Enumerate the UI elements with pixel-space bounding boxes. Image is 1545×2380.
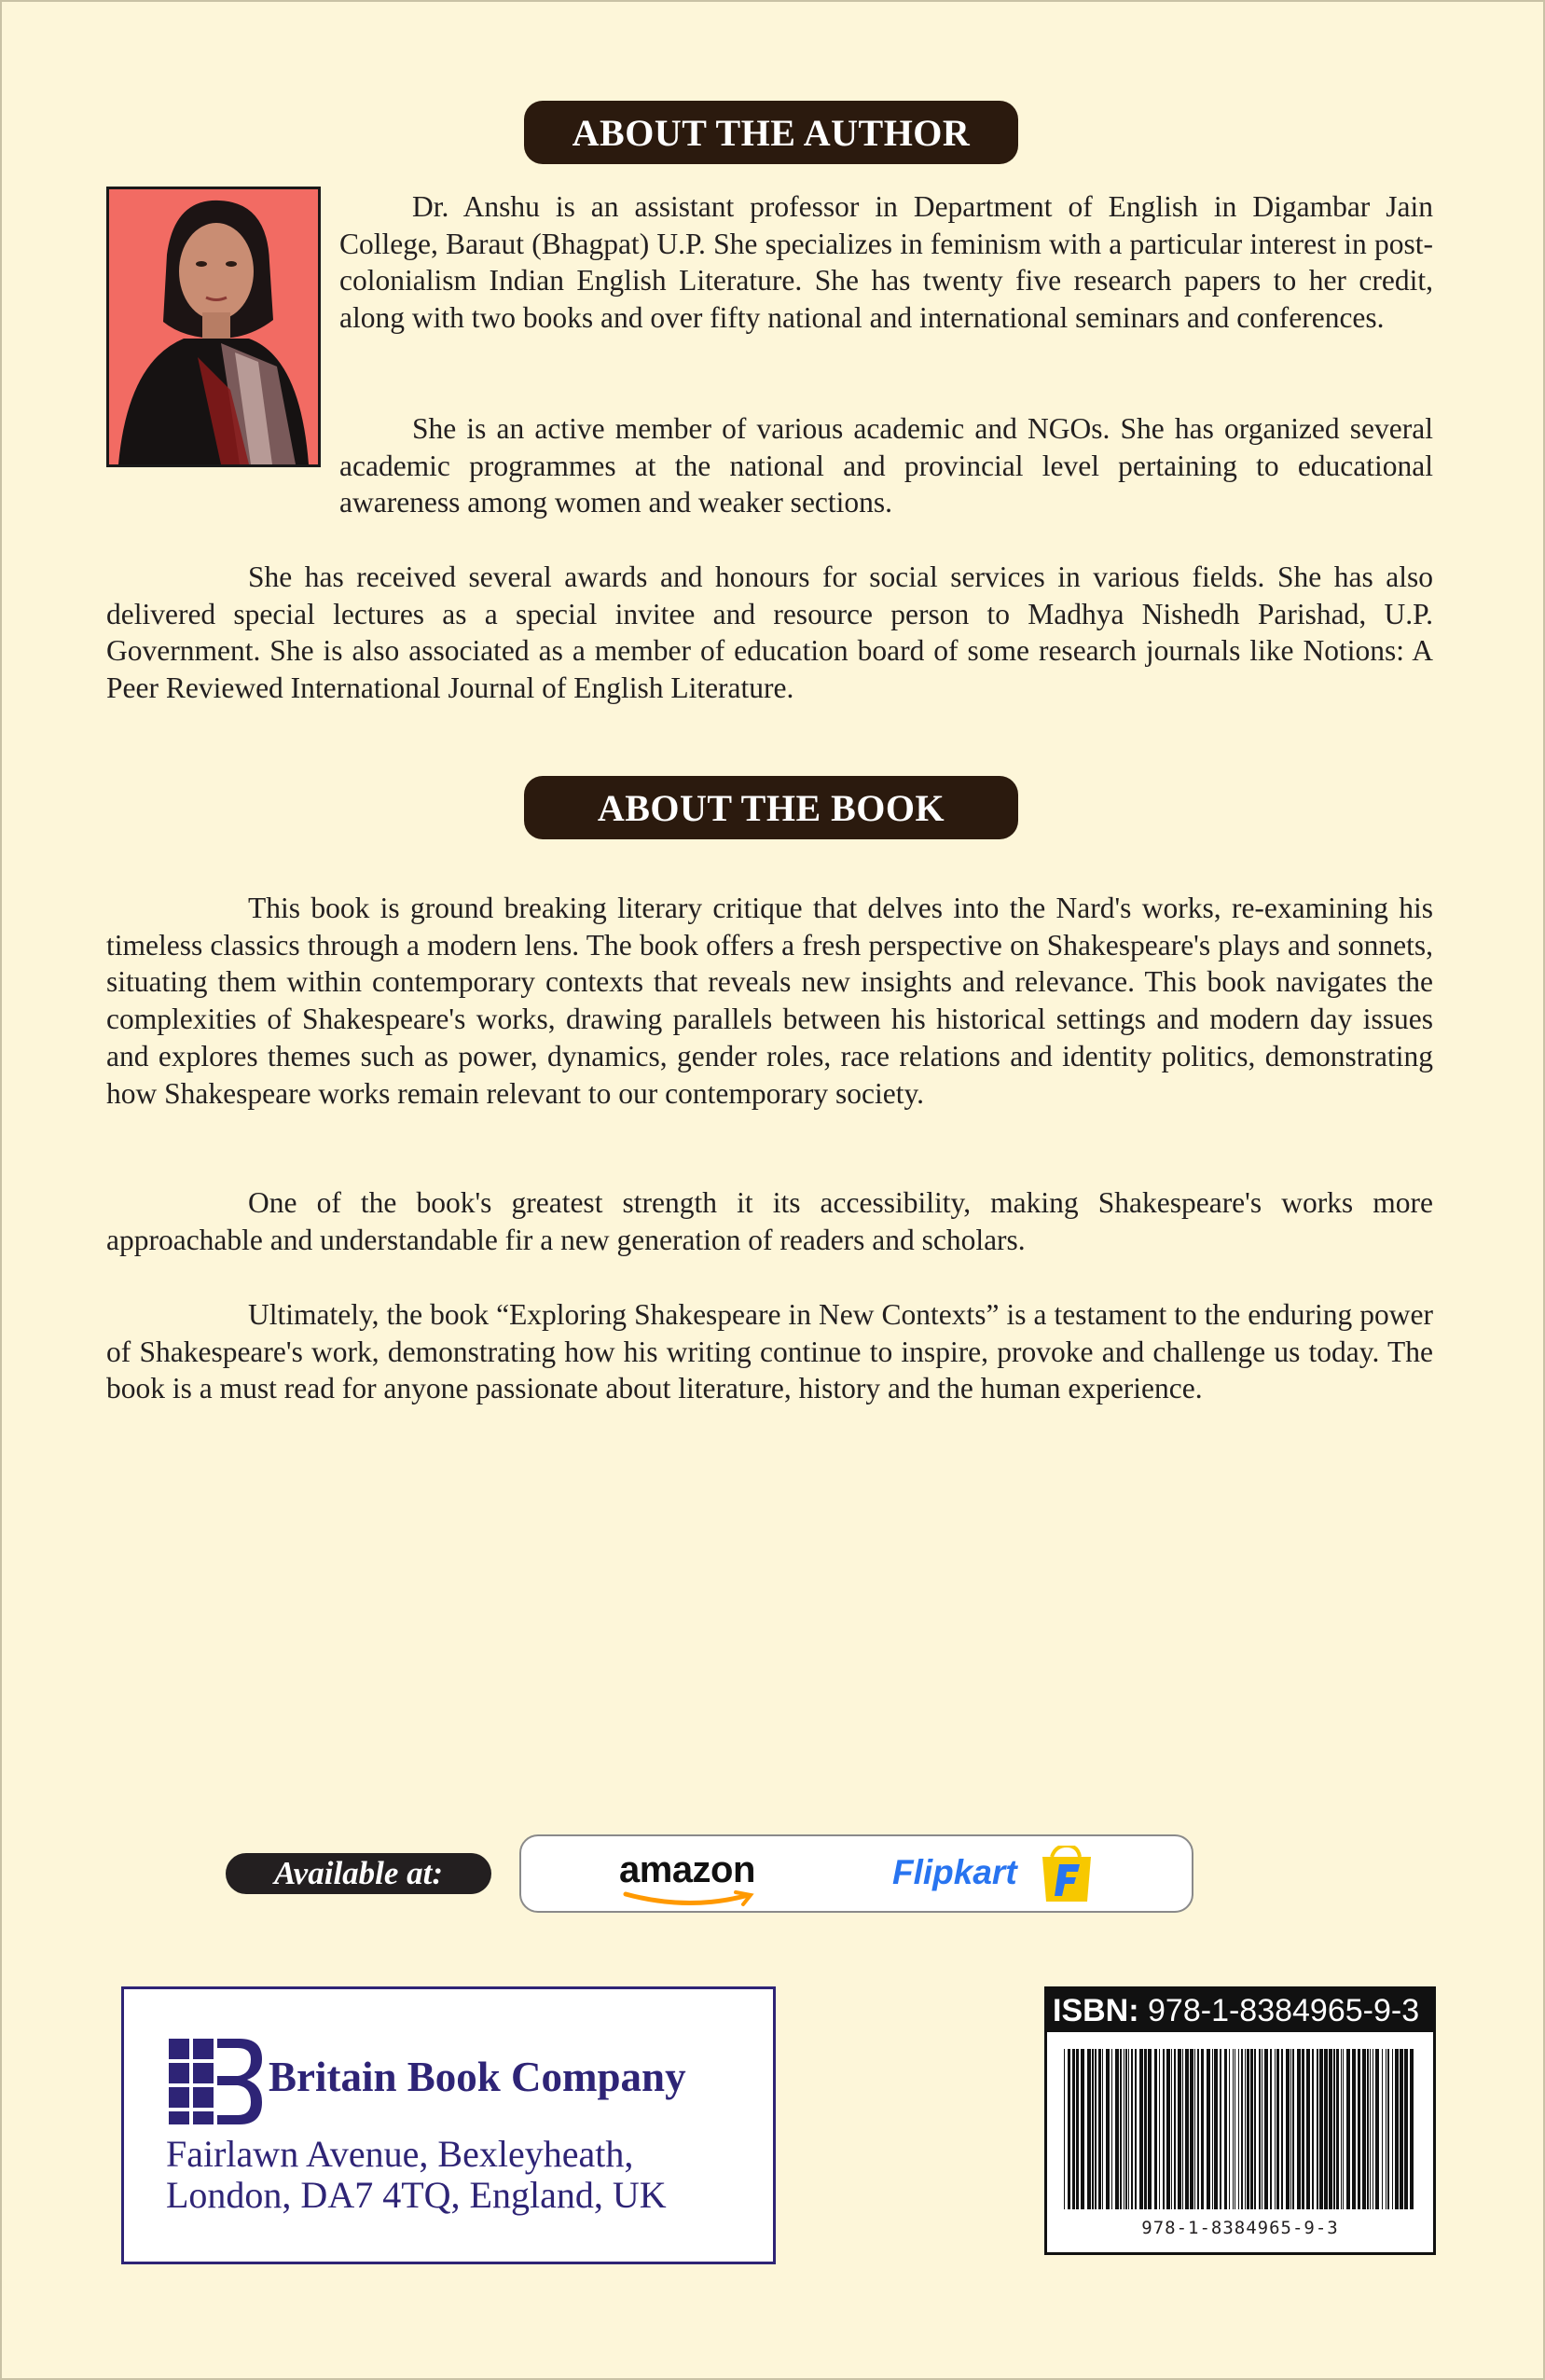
barcode-bar <box>1115 2049 1119 2209</box>
barcode-bar <box>1333 2049 1335 2209</box>
barcode-bar <box>1068 2049 1070 2209</box>
barcode-icon <box>1060 2049 1420 2215</box>
barcode-bar <box>1163 2049 1165 2209</box>
barcode-bar <box>1297 2049 1301 2209</box>
publisher-address-line1: Fairlawn Avenue, Bexleyheath, <box>166 2133 634 2175</box>
barcode-bar <box>1259 2049 1261 2209</box>
barcode-bar <box>1106 2049 1110 2209</box>
barcode-bar <box>1275 2049 1276 2209</box>
barcode-bar <box>1139 2049 1143 2209</box>
barcode-bar <box>1201 2049 1204 2209</box>
barcode-bar <box>1387 2049 1389 2209</box>
book-paragraph-2: One of the book's greatest strength it its accessibility, making Shakespeare's works more approachable and understandable fir a new generation of readers and scholars. <box>106 1186 1433 1256</box>
barcode-bar <box>1214 2049 1218 2209</box>
barcode-bar <box>1098 2049 1101 2209</box>
isbn-label: ISBN: <box>1053 1993 1139 2028</box>
store-logos-box <box>519 1834 1193 1913</box>
barcode-bar <box>1410 2049 1414 2209</box>
barcode-bar <box>1264 2049 1268 2209</box>
barcode-bar <box>1120 2049 1122 2209</box>
barcode-bar <box>1064 2049 1065 2209</box>
barcode-bar <box>1178 2049 1181 2209</box>
author-photo <box>106 187 321 467</box>
barcode-bar <box>1329 2049 1332 2209</box>
barcode-bar <box>1352 2049 1356 2209</box>
barcode-bar <box>1102 2049 1103 2209</box>
barcode-bar <box>1081 2049 1084 2209</box>
amazon-smile-icon <box>622 1890 762 1907</box>
barcode-bar <box>1135 2049 1137 2209</box>
author-paragraph-2: She is an active member of various academic and NGOs. She has organized several academic programmes at the national and provincial level pertaining to educational awareness among women and weaker sections. <box>339 412 1433 519</box>
barcode-bar <box>1144 2049 1147 2209</box>
barcode-bar <box>1182 2049 1183 2209</box>
barcode-bar <box>1392 2049 1393 2209</box>
barcode-bar <box>1250 2049 1253 2209</box>
barcode-bar <box>1076 2049 1079 2209</box>
isbn-number: 978-1-8384965-9-3 <box>1148 1993 1420 2028</box>
barcode-bar <box>1166 2049 1170 2209</box>
barcode-bar <box>1229 2049 1230 2209</box>
barcode-bar <box>1292 2049 1294 2209</box>
barcode-bar <box>1190 2049 1193 2209</box>
barcode-bar <box>1245 2049 1246 2209</box>
barcode-number: 978-1-8384965-9-3 <box>1141 2218 1339 2238</box>
barcode-bar <box>1382 2049 1383 2209</box>
publisher-logo-icon <box>165 2031 268 2134</box>
barcode-bar <box>1367 2049 1369 2209</box>
author-paragraph-1: Dr. Anshu is an assistant professor in Department of English in Digambar Jain College, Baraut (Bhagpat) U.P. She specializes in feminism with a particular interest in post-colonialism Indian English Literature. She has twenty five research papers to her credit, along with two books and over fifty national and international seminars and conferences. <box>339 190 1433 335</box>
barcode-bar <box>1159 2049 1160 2209</box>
barcode-bar <box>1194 2049 1195 2209</box>
barcode-bar <box>1290 2049 1291 2209</box>
barcode-bar <box>1375 2049 1379 2209</box>
barcode-bar <box>1395 2049 1399 2209</box>
barcode-bar <box>1324 2049 1328 2209</box>
barcode-bar <box>1087 2049 1091 2209</box>
barcode-bar <box>1370 2049 1371 2209</box>
author-paragraph-3: She has received several awards and honours for social services in various fields. She has also delivered special lectures as a special invitee and resource person to Madhya Nishedh Parishad, U.P. Government. She is also associated as a member of education board of some research journals like Notions: A Peer Reviewed International Journal of English Literature. <box>106 560 1433 705</box>
barcode-bar <box>1270 2049 1272 2209</box>
barcode-bar <box>1154 2049 1157 2209</box>
barcode-bar <box>1336 2049 1339 2209</box>
barcode-bar <box>1131 2049 1133 2209</box>
barcode-bar <box>1185 2049 1189 2209</box>
flipkart-bag-icon <box>1039 1846 1097 1903</box>
barcode-bar <box>1302 2049 1304 2209</box>
barcode-bar <box>1148 2049 1152 2209</box>
barcode-bar <box>1092 2049 1094 2209</box>
barcode-bar <box>1362 2049 1366 2209</box>
about-book-heading: ABOUT THE BOOK <box>524 776 1018 839</box>
barcode-bar <box>1207 2049 1210 2209</box>
barcode-bar <box>1286 2049 1290 2209</box>
barcode-bar <box>1404 2049 1408 2209</box>
barcode-bar <box>1224 2049 1227 2209</box>
barcode-bar <box>1197 2049 1199 2209</box>
barcode-bar <box>1400 2049 1403 2209</box>
isbn-barcode-box <box>1044 1986 1436 2255</box>
book-paragraph-3: Ultimately, the book “Exploring Shakespeare in New Contexts” is a testament to the enduring power of Shakespeare's work, demonstrating how his writing continue to inspire, provoke and challenge us today. The book is a must read for anyone passionate about literature, history and the human experience. <box>106 1298 1433 1405</box>
publisher-box <box>121 1986 776 2264</box>
barcode-bar <box>1174 2049 1176 2209</box>
barcode-bar <box>1306 2049 1310 2209</box>
barcode-bar <box>1111 2049 1112 2209</box>
isbn-strip <box>1047 1989 1433 2032</box>
barcode-bar <box>1312 2049 1314 2209</box>
barcode-bar <box>1095 2049 1097 2209</box>
barcode-bar <box>1346 2049 1350 2209</box>
barcode-bar <box>1072 2049 1075 2209</box>
barcode-bar <box>1128 2049 1129 2209</box>
publisher-address-line2: London, DA7 4TQ, England, UK <box>166 2174 667 2216</box>
barcode-bar <box>1238 2049 1239 2209</box>
barcode-bar <box>1343 2049 1344 2209</box>
flipkart-logo[interactable]: Flipkart <box>892 1853 1017 1891</box>
barcode-bar <box>1233 2049 1234 2209</box>
barcode-bar <box>1220 2049 1221 2209</box>
publisher-name: Britain Book Company <box>269 2054 686 2100</box>
barcode-bar <box>1171 2049 1172 2209</box>
barcode-bar <box>1247 2049 1249 2209</box>
book-paragraph-1: This book is ground breaking literary critique that delves into the Nard's works, re-examining his timeless classics through a modern lens. The book offers a fresh perspective on Shakespeare's plays and sonnets, situating them within contemporary contexts that reveals new insights and relevance. This book navigates the complexities of Shakespeare's works, drawing parallels between his historical settings and modern day issues and explores themes such as power, dynamics, gender roles, race relations and identity politics, demonstrating how Shakespeare works remain relevant to our contemporary society. <box>106 892 1433 1110</box>
available-at-label: Available at: <box>226 1853 491 1894</box>
barcode-bar <box>1358 2049 1360 2209</box>
about-author-heading: ABOUT THE AUTHOR <box>524 101 1018 164</box>
barcode-bar <box>1281 2049 1283 2209</box>
barcode-bar <box>1341 2049 1342 2209</box>
barcode-bar <box>1276 2049 1279 2209</box>
barcode-bar <box>1125 2049 1127 2209</box>
barcode-bar <box>1254 2049 1256 2209</box>
barcode-bar <box>1317 2049 1318 2209</box>
barcode-bar <box>1319 2049 1323 2209</box>
amazon-logo[interactable]: amazon <box>619 1849 755 1890</box>
barcode-bar <box>1241 2049 1243 2209</box>
barcode-bar <box>1212 2049 1213 2209</box>
